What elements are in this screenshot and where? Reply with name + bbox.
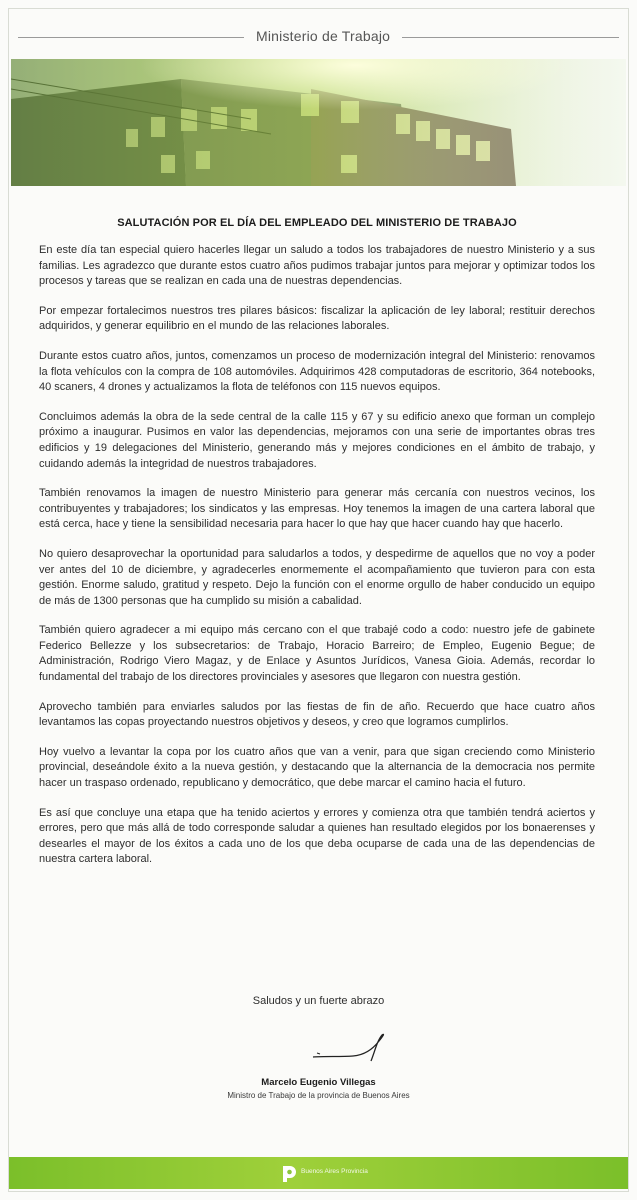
letter-paragraph: Aprovecho también para enviarles saludos por las fiestas de fin de año. Recuerdo que hace cuatro años levantamos las copas proyectando nuestros objetivos y deseos, y creo que logramos cumplirlos. [39,700,595,729]
letter-paragraph: También quiero agradecer a mi equipo más cercano con el que trabajé codo a codo: nuestro jefe de gabinete Federico Bellezze y los subsecretarios: de Trabajo, Horacio Barreiro; de Empleo, Eugenio Begue; de Administración, Rodrigo Viero Magaz, y de Enlace y Asuntos Jurídicos, Vanesa Gioia. Además, recordar lo fundamental del trabajo de los directores provinciales y asesores que llegaron con nuestra gestión. [39,624,595,684]
ministry-title: Ministerio de Trabajo [244,28,402,44]
letter-paragraph: Hoy vuelvo a levantar la copa por los cuatro años que van a venir, para que sigan creciendo como Ministerio provincial, deseándole éxito a la nueva gestión, y destacando que la alternancia de la democracia nos permite hacer un traspaso ordenado, republicano y democrático, que debe marcar el camino hacia el futuro. [39,745,595,790]
footer-brand-text: Buenos Aires Provincia [301,1168,368,1175]
letter-paragraph: Es así que concluye una etapa que ha tenido aciertos y errores y comienza otra que también tendrá aciertos y errores, pero que más allá de todo corresponde saludar a quienes han resultado elegidos por los bonaerenses y desearles el mayor de los éxitos a cada uno de los que deba ocuparse de cada una de las dependencias de nuestra cartera laboral. [39,806,595,866]
handwritten-signature [305,1027,395,1067]
letter-paragraph: Durante estos cuatro años, juntos, comenzamos un proceso de modernización integral del Ministerio: renovamos la flota vehículos con la compra de 108 automóviles. Adquirimos 428 computadoras de escritorio, 364 notebooks, 40 scaners, 4 drones y actualizamos la flota de teléfonos con 115 nuevos equipos. [39,349,595,394]
letter-paragraph: Por empezar fortalecimos nuestros tres pilares básicos: fiscalizar la aplicación de ley laboral; restituir derechos adquiridos, y generar equilibrio en el mundo de las relaciones laborales. [39,304,595,333]
footer-bar [9,1157,628,1189]
letter-body [39,217,595,882]
letter-paragraph: No quiero desaprovechar la oportunidad para saludarlos a todos, y despedirme de aquellos que no voy a poder ver antes del 10 de diciembre, y agradecerles enormemente el acompañamiento que tuvieron para con esta gestión. Enorme saludo, gratitud y respeto. Dejo la función con el enorme orgullo de haber conducido un equipo de más de 1300 personas que ha cumplido su misión a cabalidad. [39,547,595,607]
letter-paragraph: En este día tan especial quiero hacerles llegar un saludo a todos los trabajadores de nuestro Ministerio y a sus familias. Les agradezco que durante estos cuatro años pudimos trabajar juntos para mejorar y optimizar todos los procesos y tareas que se realizan en cada una de nuestras dependencias. [39,244,595,288]
signer-name: Marcelo Eugenio Villegas [261,1077,376,1088]
buenos-aires-p-logo-icon [281,1165,297,1183]
document-header [8,23,629,51]
letter-title: SALUTACIÓN POR EL DÍA DEL EMPLEADO DEL MINISTERIO DE TRABAJO [117,217,517,229]
signer-role: Ministro de Trabajo de la provincia de Buenos Aires [227,1091,410,1100]
letter-paragraph: Concluimos además la obra de la sede central de la calle 115 y 67 y su edificio anexo que forman un complejo próximo a inaugurar. Pusimos en valor las dependencias, mejoramos con una serie de importantes obras tres edificios y 19 delegaciones del Ministerio, generando más y mejores condiciones en el ámbito de trabajo, y cuidando además la integridad de nuestros trabajadores. [39,410,595,470]
letter-paragraph: También renovamos la imagen de nuestro Ministerio para generar más cercanía con nuestros vecinos, los contribuyentes y trabajadores; los sindicatos y las empresas. Hoy tenemos la imagen de una cartera laboral que está cerca, hace y tiene la sensibilidad necesaria para hacer lo que hay que hacer cuando hay que hacerlo. [39,487,595,531]
building-banner-image [11,59,626,186]
closing-salutation: Saludos y un fuerte abrazo [252,995,385,1007]
